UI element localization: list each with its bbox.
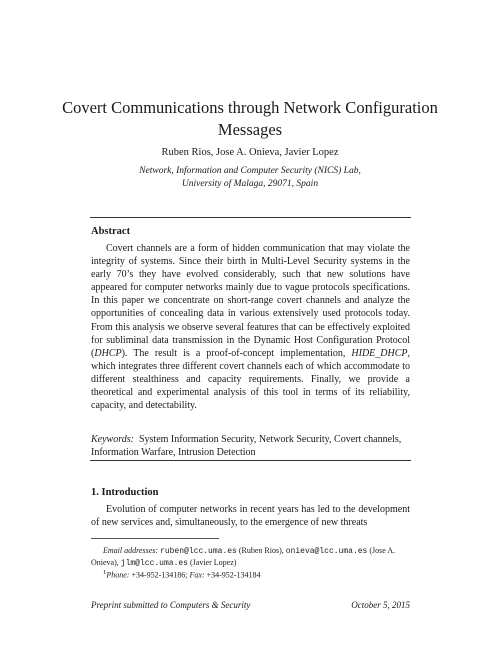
submission-date: October 5, 2015 <box>351 600 410 610</box>
footnote-rule <box>91 538 219 539</box>
email-link[interactable]: jlm@lcc.uma.es <box>120 559 188 568</box>
section-heading: 1. Introduction <box>91 487 159 498</box>
abstract-bottom-rule <box>90 460 411 461</box>
affiliation-line-2: University of Malaga, 29071, Spain <box>181 178 319 189</box>
phone-label: Phone: <box>106 570 130 580</box>
abstract-text-part-1: Covert channels are a form of hidden communication that may violate the integrity of systems. Since their birth in Multi-Level Security systems in the early 70’s they have evolved considerably, such that new solutions have appeared for computer networks mainly due to vague protocols specifications. In this paper we concentrate on short-range covert channels and analyze the opportunities of concealing data in various extensively used protocols today. From this analysis we observe several features that can be effectively exploited for subliminal data transmission in the Dynamic Host Configuration Protocol ( <box>91 243 410 359</box>
email-label: Email addresses: <box>103 546 159 555</box>
abstract-top-rule <box>90 217 411 218</box>
preprint-note: Preprint submitted to Computers & Security <box>91 600 251 610</box>
fax-number: +34-952-134184 <box>204 570 261 580</box>
fax-label: Fax: <box>189 570 205 580</box>
keywords-text: System Information Security, Network Security, Covert channels, Information Warfare, Intrusion Detection <box>91 434 402 458</box>
author-list: Ruben Rios, Jose A. Onieva, Javier Lopez <box>161 147 339 158</box>
tool-name: HIDE_DHCP <box>351 347 408 359</box>
email-owner: (Ruben Rios), <box>236 546 286 555</box>
abstract-heading: Abstract <box>91 226 131 237</box>
affiliation <box>60 165 440 190</box>
email-owner: (Jose A. Onieva), <box>91 546 396 567</box>
footnote-emails <box>91 545 410 569</box>
abstract-text-part-2: ). The result is a proof-of-concept implementation, <box>121 347 352 359</box>
footnote-mark: 1 <box>103 569 107 576</box>
abstract-text <box>91 242 410 412</box>
keywords <box>91 433 410 459</box>
dhcp-term: DHCP <box>94 347 122 359</box>
affiliation-line-1: Network, Information and Computer Security (NICS) Lab, <box>139 166 361 176</box>
email-link[interactable]: onieva@lcc.uma.es <box>285 547 368 556</box>
abstract-text-part-3: , which integrates three different covert channels each of which accommodate to different stealthiness and capacity requirements. Finally, we provide a theoretical and experimental analysis of this tool in terms of its reliability, capacity, and detectability. <box>91 347 410 412</box>
phone-number: +34-952-134186; <box>129 570 190 580</box>
email-owner: (Javier Lopez) <box>187 558 237 567</box>
keywords-label: Keywords: <box>91 434 134 445</box>
email-link[interactable]: ruben@lcc.uma.es <box>160 547 237 556</box>
footnote-phone <box>91 567 410 581</box>
paper-title: Covert Communications through Network Configuration Messages <box>62 98 438 139</box>
section-text: Evolution of computer networks in recent years has led to the development of new services and, simultaneously, to the emergence of new threats <box>91 504 410 528</box>
